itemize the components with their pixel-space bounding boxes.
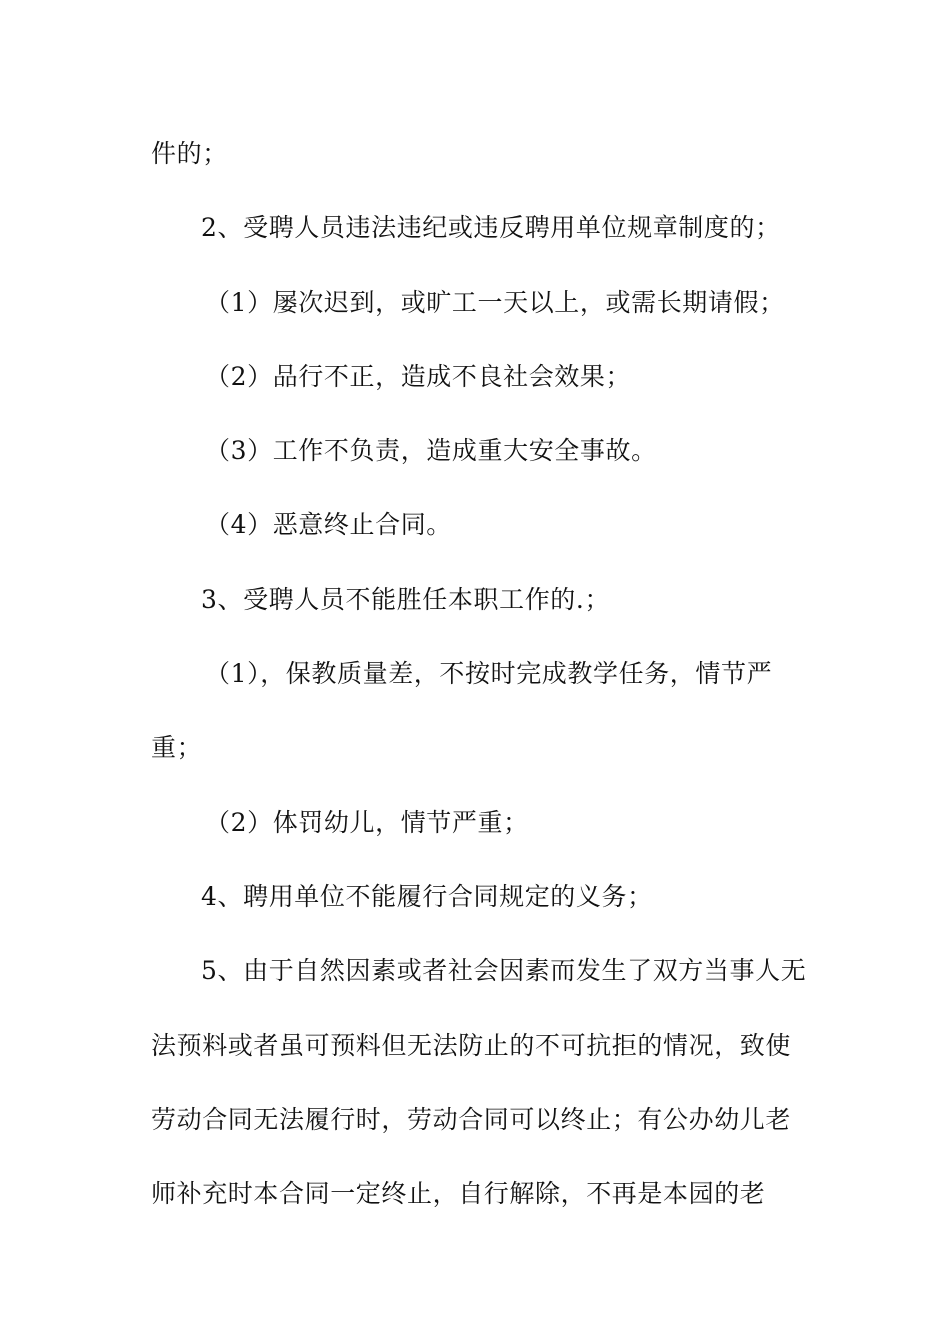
text-line: 件的；: [151, 139, 228, 168]
text-line: 师补充时本合同一定终止，自行解除，不再是本园的老: [151, 1179, 766, 1208]
text-line: （4）恶意终止合同。: [205, 510, 452, 539]
text-line: （1）屡次迟到，或旷工一天以上，或需长期请假；: [205, 288, 785, 317]
text-line: 3、受聘人员不能胜任本职工作的.；: [201, 585, 611, 614]
text-line: 2、受聘人员违法违纪或违反聘用单位规章制度的；: [201, 213, 781, 242]
text-line: （3）工作不负责，造成重大安全事故。: [205, 436, 657, 465]
text-line: （1），保教质量差，不按时完成教学任务，情节严: [205, 659, 773, 688]
text-line: 重；: [151, 733, 203, 762]
text-line: （2）体罚幼儿，情节严重；: [205, 808, 529, 837]
text-line: 4、聘用单位不能履行合同规定的义务；: [201, 882, 653, 911]
text-line: （2）品行不正，造成不良社会效果；: [205, 362, 632, 391]
text-line: 法预料或者虽可预料但无法防止的不可抗拒的情况，致使: [151, 1031, 792, 1060]
text-line: 5、由于自然因素或者社会因素而发生了双方当事人无: [201, 956, 807, 985]
text-line: 劳动合同无法履行时，劳动合同可以终止；有公办幼儿老: [151, 1105, 792, 1134]
